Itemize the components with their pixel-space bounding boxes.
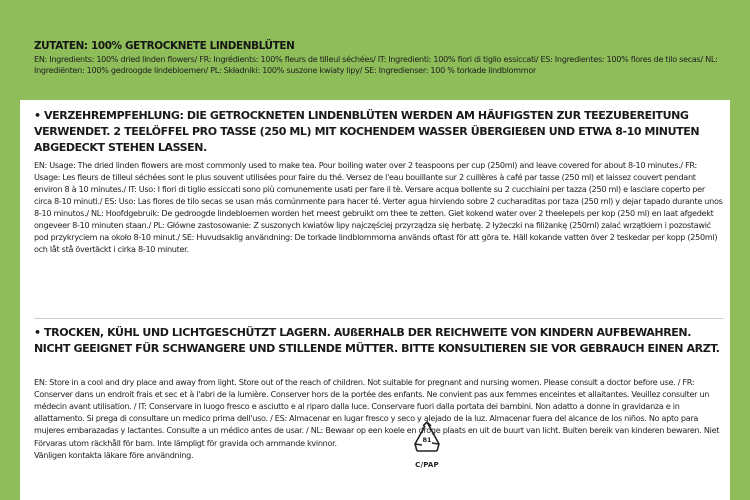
- storage-last-lines: [34, 437, 414, 461]
- recycling-label: C/PAP: [415, 461, 439, 469]
- storage-last-line-2: Vänligen kontakta läkare före användning.: [34, 450, 194, 460]
- storage-last-line-1: Förvaras utom räckhåll för barn. Inte lämpligt för gravida och ammande kvinnor.: [34, 438, 337, 448]
- right-green-border: [730, 0, 750, 500]
- ingredients-title: ZUTATEN: 100% GETROCKNETE LINDENBLÜTEN: [34, 40, 295, 52]
- storage-section: [34, 318, 724, 357]
- ingredients-block: [34, 40, 724, 76]
- section-divider: [34, 318, 724, 319]
- usage-text: EN: Usage: The dried linden flowers are most commonly used to make tea. Pour boiling water over 2 teaspoons per cup (250ml) and leave covered for about 8-10 minutes./ FR: Usage: Les fleurs de tilleul séchées sont le plus souvent utilisées pour faire du thé. Versez de l'eau bouillante sur 2 cuillères à café par tasse (250 ml) et laissez couvert pendant environ 8 à 10 minutes./ IT: Uso: I fiori di tiglio essiccati sono più comunemente usati per fare il tè. Versare acqua bollente su 2 cucchiaini per tazza (250 ml) e lasciare coperto per circa 8-10 minuti./ ES: Uso: Las flores de tilo secas se usan más comúnmente para hacer té. Verter agua hirviendo sobre 2 cucharaditas por taza (250 ml) y dejar tapado durante unos 8-10 minutos./ NL: Hoofdgebruik: De gedroogde lindebloemen worden het meest gebruikt om thee te zetten. Giet kokend water over 2 theelepels per kop (250 ml) en laat afgedekt ongeveer 8-10 minuten staan./ PL: Główne zastosowanie: Z suszonych kwiatów lipy najczęściej przyrządza się herbatę. 2 łyżeczki na filiżankę (250ml) zalać wrzątkiem i pozostawić pod przykryciem na około 8-10 minut./ SE: Huvudsaklig användning: De torkade lindblommorna används oftast för att göra te. Häll kokande vatten över 2 teskedar per kopp (250ml) och låt stå övertäckt i cirka 8-10 minuter.: [34, 160, 723, 254]
- storage-heading: • TROCKEN, KÜHL UND LICHTGESCHÜTZT LAGERN. AUßERHALB DER REICHWEITE VON KINDERN AUFBEWAHREN. NICHT GEEIGNET FÜR SCHWANGERE UND STILLENDE MÜTTER. BITTE KONSULTIEREN SIE VOR GEBRAUCH EINEN ARZT.: [34, 326, 720, 355]
- usage-section: [34, 108, 724, 255]
- left-green-border: [0, 0, 20, 500]
- recycling-number: 81: [422, 436, 432, 444]
- recycling-mark: [410, 420, 444, 472]
- ingredients-text: EN: Ingredients: 100% dried linden flowers/ FR: Ingrédients: 100% fleurs de tilleul séchées/ IT: Ingredienti: 100% fiori di tiglio essiccati/ ES: Ingredientes: 100% flores de tilo secas/ NL: Ingrediënten: 100% gedroogde lindebloemen/ PL: Składniki: 100% suszone kwiaty lipy/ SE: Ingredienser: 100 % torkade lindblommor: [34, 54, 718, 75]
- storage-text-block: [34, 376, 724, 436]
- ingredients-header: [0, 0, 750, 100]
- storage-text: EN: Store in a cool and dry place and away from light. Store out of the reach of children. Not suitable for pregnant and nursing women. Please consult a doctor before use. / FR: Conserver dans un endroit frais et sec et à l'abri de la lumière. Conserver hors de la portée des enfants. Ne convient pas aux femmes enceintes et allaitantes. Veuillez consulter un médecin avant utilisation. / IT: Conservare in luogo fresco e asciutto e al riparo dalla luce. Conservare fuori dalla portata dei bambini. Non adatto a donne in gravidanza e in allattamento. Si prega di consultare un medico prima dell'uso. / ES: Almacenar en lugar fresco y seco y alejado de la luz. Almacenar fuera del alcance de los niños. No apto para mujeres embarazadas y lactantes. Consulte a un médico antes de usar. / NL: Bewaar op een koele en droge plaats en uit de buurt van licht. Buiten bereik van kinderen bewaren. Niet: [34, 377, 720, 435]
- usage-heading: • VERZEHREMPFEHLUNG: DIE GETROCKNETEN LINDENBLÜTEN WERDEN AM HÄUFIGSTEN ZUR TEEZUBEREITUNG VERWENDET. 2 TEELÖFFEL PRO TASSE (250 ML) MIT KOCHENDEM WASSER ÜBERGIEßEN UND ETWA 8-10 MINUTEN ABGEDECKT STEHEN LASSEN.: [34, 109, 700, 154]
